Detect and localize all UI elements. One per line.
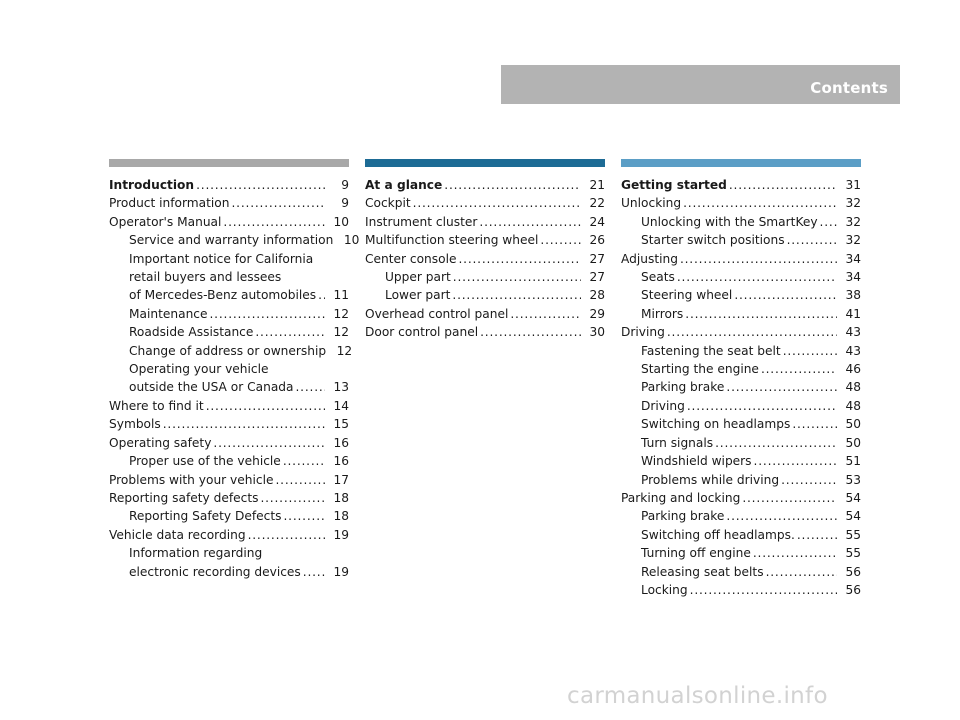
toc-subentry[interactable] — [621, 581, 861, 599]
toc-subentry[interactable] — [621, 471, 861, 489]
dot-leader — [787, 231, 837, 249]
toc-page-number: 32 — [845, 196, 861, 211]
toc-entry-title: Information regarding — [129, 546, 263, 561]
toc-entry-title: Proper use of the vehicle — [129, 454, 281, 469]
toc-entry[interactable] — [365, 250, 605, 268]
toc-page-number: 46 — [845, 362, 861, 377]
toc-entry-title: of Mercedes-Benz automobiles — [129, 288, 317, 303]
toc-page-number: 16 — [333, 454, 349, 469]
toc-entry[interactable] — [365, 231, 605, 249]
dot-leader — [726, 507, 837, 525]
toc-entry-title: Operating your vehicle — [129, 362, 269, 377]
toc-page-number: 30 — [589, 325, 605, 340]
toc-subentry[interactable] — [621, 415, 861, 433]
toc-entry-title: electronic recording devices — [129, 564, 301, 579]
toc-page-number: 24 — [589, 214, 605, 229]
dot-leader — [163, 415, 325, 433]
toc-section-heading[interactable] — [365, 176, 605, 194]
toc-entry-title: Parking and locking — [621, 490, 741, 505]
toc-subentry — [109, 250, 349, 268]
section-color-bar — [621, 159, 861, 167]
toc-page-number: 34 — [845, 270, 861, 285]
dot-leader — [206, 397, 325, 415]
toc-subentry — [109, 268, 349, 286]
dot-leader — [283, 452, 325, 470]
dot-leader — [303, 563, 325, 581]
dot-leader — [754, 452, 837, 470]
toc-entry-title: Maintenance — [129, 306, 208, 321]
toc-entry-title: Service and warranty information — [129, 233, 334, 248]
toc-page-number: 9 — [341, 178, 349, 192]
toc-subentry[interactable] — [621, 360, 861, 378]
toc-entry[interactable] — [365, 305, 605, 323]
toc-page-number: 29 — [589, 306, 605, 321]
toc-entry-title: Center console — [365, 251, 457, 266]
dot-leader — [458, 250, 581, 268]
dot-leader — [213, 434, 325, 452]
toc-entry-title: Seats — [641, 270, 675, 285]
dot-leader — [753, 544, 837, 562]
toc-entry[interactable] — [109, 471, 349, 489]
dot-leader — [820, 213, 837, 231]
toc-entry-title: Parking brake — [641, 509, 725, 524]
toc-page-number: 32 — [845, 214, 861, 229]
toc-entry-title: Door control panel — [365, 325, 479, 340]
dot-leader — [680, 250, 837, 268]
toc-entry-title: Switching on headlamps — [641, 417, 791, 432]
toc-column-at-a-glance — [365, 159, 605, 342]
dot-leader — [687, 397, 837, 415]
dot-leader — [734, 286, 837, 304]
toc-page-number: 11 — [333, 288, 349, 303]
toc-page-number: 43 — [845, 343, 861, 358]
toc-subentry[interactable] — [621, 563, 861, 581]
dot-leader — [761, 360, 837, 378]
toc-entry-title: Turn signals — [641, 435, 714, 450]
dot-leader — [677, 268, 837, 286]
dot-leader — [318, 286, 325, 304]
toc-section-heading[interactable] — [621, 176, 861, 194]
toc-entry-title: Multifunction steering wheel — [365, 233, 539, 248]
toc-entry-title: Starting the engine — [641, 362, 759, 377]
toc-subentry[interactable] — [109, 231, 360, 249]
dot-leader — [210, 305, 326, 323]
toc-entry-title: Unlocking — [621, 196, 682, 211]
toc-entry[interactable] — [621, 489, 861, 507]
dot-leader — [223, 213, 325, 231]
dot-leader — [792, 415, 837, 433]
dot-leader — [540, 231, 581, 249]
toc-entry[interactable] — [109, 489, 349, 507]
toc-entry-title: Important notice for California — [129, 251, 314, 266]
dot-leader — [453, 268, 581, 286]
toc-entry[interactable] — [621, 194, 861, 212]
dot-leader — [715, 434, 837, 452]
toc-entry[interactable] — [109, 194, 349, 212]
toc-entry-title: Turning off engine — [641, 546, 751, 561]
dot-leader — [413, 194, 581, 212]
toc-section-heading[interactable] — [109, 176, 349, 194]
toc-entry-title: retail buyers and lessees — [129, 270, 282, 285]
toc-page-number: 19 — [333, 527, 349, 542]
toc-page-number: 13 — [333, 380, 349, 395]
toc-entry-title: Driving — [641, 398, 685, 413]
toc-page-number: 27 — [589, 270, 605, 285]
toc-page-number: 15 — [333, 417, 349, 432]
toc-entry-title: Introduction — [109, 178, 195, 192]
dot-leader — [766, 563, 837, 581]
toc-entry-title: Unlocking with the SmartKey — [641, 214, 818, 229]
dot-leader — [296, 378, 326, 396]
toc-entry-title: Upper part — [385, 270, 451, 285]
toc-page-number: 31 — [845, 178, 861, 192]
toc-page-number: 21 — [589, 178, 605, 192]
dot-leader — [275, 471, 325, 489]
toc-entry-title: Reporting safety defects — [109, 490, 259, 505]
dot-leader — [196, 176, 325, 194]
toc-subentry[interactable] — [621, 268, 861, 286]
toc-entry-title: Problems while driving — [641, 472, 780, 487]
toc-page-number: 56 — [845, 564, 861, 579]
toc-subentry[interactable] — [109, 323, 349, 341]
toc-entry-title: Locking — [641, 582, 688, 597]
toc-page-number: 41 — [845, 306, 861, 321]
toc-entry-title: Overhead control panel — [365, 306, 509, 321]
dot-leader — [742, 489, 837, 507]
toc-column-getting-started — [621, 159, 861, 599]
toc-page-number: 18 — [333, 509, 349, 524]
toc-page-number: 55 — [845, 546, 861, 561]
dot-leader — [781, 471, 837, 489]
toc-entry-title: Lower part — [385, 288, 451, 303]
toc-entry-title: Starter switch positions — [641, 233, 785, 248]
toc-subentry[interactable] — [109, 507, 349, 525]
toc-subentry[interactable] — [621, 286, 861, 304]
toc-entry-list — [365, 176, 605, 342]
toc-page-number: 12 — [333, 325, 349, 340]
toc-page-number: 32 — [845, 233, 861, 248]
toc-subentry[interactable] — [621, 544, 861, 562]
toc-entry-list — [109, 176, 360, 581]
dot-leader — [255, 323, 325, 341]
toc-entry-title: Vehicle data recording — [109, 527, 246, 542]
toc-subentry[interactable] — [621, 305, 861, 323]
toc-entry-title: Windshield wipers — [641, 454, 752, 469]
toc-page-number: 50 — [845, 417, 861, 432]
dot-leader — [480, 323, 581, 341]
dot-leader — [260, 489, 325, 507]
toc-entry[interactable] — [365, 323, 605, 341]
toc-subentry — [109, 544, 349, 562]
dot-leader — [452, 286, 581, 304]
toc-subentry[interactable] — [621, 213, 861, 231]
toc-page-number: 48 — [845, 398, 861, 413]
toc-page-number: 10 — [343, 233, 360, 248]
toc-entry[interactable] — [109, 526, 349, 544]
toc-subentry[interactable] — [621, 342, 861, 360]
toc-entry-title: Getting started — [621, 178, 727, 192]
toc-entry-title: Roadside Assistance — [129, 325, 254, 340]
toc-entry-title: Instrument cluster — [365, 214, 478, 229]
dot-leader — [283, 507, 325, 525]
toc-page-number: 34 — [845, 251, 861, 266]
toc-subentry[interactable] — [109, 563, 349, 581]
toc-entry-title: Where to find it — [109, 398, 204, 413]
dot-leader — [690, 581, 837, 599]
toc-entry[interactable] — [109, 213, 349, 231]
toc-subentry[interactable] — [621, 397, 861, 415]
toc-entry-title: Releasing seat belts — [641, 564, 764, 579]
toc-entry-title: Parking brake — [641, 380, 725, 395]
toc-page-number: 16 — [333, 435, 349, 450]
toc-page-number: 56 — [845, 582, 861, 597]
toc-page-number: 54 — [845, 509, 861, 524]
dot-leader — [510, 305, 581, 323]
toc-page-number: 17 — [333, 472, 349, 487]
toc-page-number: 50 — [845, 435, 861, 450]
toc-subentry[interactable] — [621, 452, 861, 470]
toc-subentry[interactable] — [621, 434, 861, 452]
dot-leader — [683, 194, 837, 212]
dot-leader — [726, 378, 837, 396]
page-title: Contents — [810, 79, 888, 97]
toc-subentry[interactable] — [621, 378, 861, 396]
toc-page-number: 12 — [333, 306, 349, 321]
toc-entry[interactable] — [109, 415, 349, 433]
toc-entry-title: Symbols — [109, 417, 161, 432]
watermark-text: carmanualsonline.info — [567, 683, 828, 709]
toc-page-number: 53 — [845, 472, 861, 487]
toc-page-number: 14 — [333, 398, 349, 413]
toc-entry-title: Driving — [621, 325, 665, 340]
toc-entry-title: Cockpit — [365, 196, 411, 211]
toc-page-number: 19 — [333, 564, 349, 579]
dot-leader — [685, 305, 837, 323]
toc-entry-title: Problems with your vehicle — [109, 472, 274, 487]
toc-entry-title: Reporting Safety Defects — [129, 509, 282, 524]
toc-page-number: 27 — [589, 251, 605, 266]
toc-subentry[interactable] — [109, 342, 353, 360]
dot-leader — [667, 323, 837, 341]
toc-entry-title: outside the USA or Canada — [129, 380, 294, 395]
toc-entry-title: Operating safety — [109, 435, 212, 450]
toc-page-number: 22 — [589, 196, 605, 211]
toc-entry-list — [621, 176, 861, 599]
toc-entry-title: Change of address or ownership — [129, 343, 327, 358]
toc-subentry[interactable] — [621, 526, 861, 544]
toc-entry-title: Adjusting — [621, 251, 678, 266]
toc-page-number: 26 — [589, 233, 605, 248]
toc-page-number: 54 — [845, 490, 861, 505]
toc-page-number: 51 — [845, 454, 861, 469]
dot-leader — [479, 213, 581, 231]
toc-subentry[interactable] — [621, 507, 861, 525]
section-color-bar — [365, 159, 605, 167]
dot-leader — [232, 194, 326, 212]
toc-entry-title: Product information — [109, 196, 230, 211]
toc-page-number: 28 — [589, 288, 605, 303]
toc-subentry[interactable] — [365, 286, 605, 304]
toc-entry[interactable] — [109, 397, 349, 415]
dot-leader — [797, 526, 837, 544]
toc-entry-title: At a glance — [365, 178, 443, 192]
toc-entry[interactable] — [365, 194, 605, 212]
toc-subentry[interactable] — [109, 452, 349, 470]
toc-entry[interactable] — [621, 323, 861, 341]
toc-page-number: 43 — [845, 325, 861, 340]
toc-page-number: 18 — [333, 490, 349, 505]
toc-page-number: 9 — [341, 196, 349, 211]
toc-subentry[interactable] — [621, 231, 861, 249]
toc-entry-title: Mirrors — [641, 306, 684, 321]
toc-entry[interactable] — [621, 250, 861, 268]
dot-leader — [444, 176, 581, 194]
toc-subentry[interactable] — [109, 305, 349, 323]
toc-page-number: 55 — [845, 527, 861, 542]
toc-page-number: 48 — [845, 380, 861, 395]
toc-entry[interactable] — [365, 213, 605, 231]
toc-page-number: 10 — [333, 214, 349, 229]
toc-entry[interactable] — [109, 434, 349, 452]
toc-subentry[interactable] — [109, 286, 349, 304]
dot-leader — [729, 176, 837, 194]
toc-subentry[interactable] — [109, 378, 349, 396]
toc-entry-title: Steering wheel — [641, 288, 733, 303]
toc-column-introduction — [109, 159, 360, 581]
toc-page-number: 38 — [845, 288, 861, 303]
header-bar — [501, 65, 900, 104]
dot-leader — [783, 342, 837, 360]
toc-subentry — [109, 360, 349, 378]
toc-entry-title: Switching off headlamps. — [641, 527, 795, 542]
toc-entry-title: Operator's Manual — [109, 214, 222, 229]
section-color-bar — [109, 159, 349, 167]
toc-page-number: 12 — [336, 343, 353, 358]
dot-leader — [248, 526, 325, 544]
toc-subentry[interactable] — [365, 268, 605, 286]
toc-entry-title: Fastening the seat belt — [641, 343, 781, 358]
